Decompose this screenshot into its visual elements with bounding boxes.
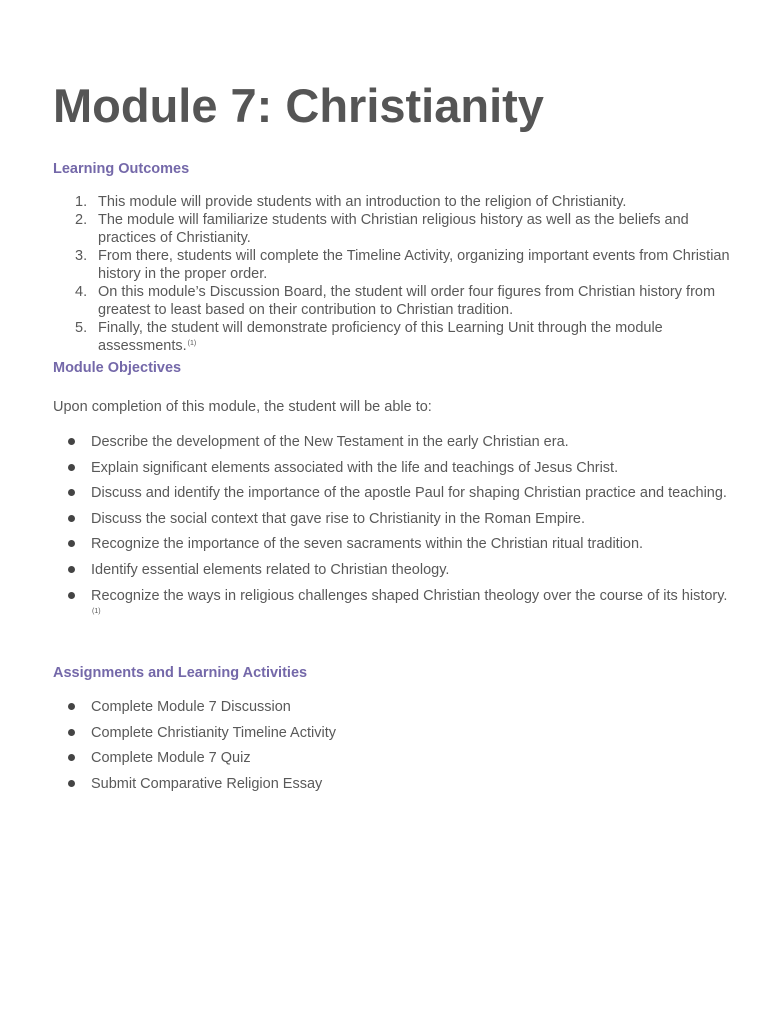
assignment-item [53, 724, 733, 742]
outcome-text: On this module’s Discussion Board, the student will order four figures from Christian history from greatest to least based on their contribution to Christian tradition. [98, 284, 716, 318]
module-objectives-heading: Module Objectives [53, 360, 182, 376]
assignment-item [53, 775, 733, 793]
objective-item [53, 484, 733, 502]
assignment-item [53, 749, 733, 767]
outcome-text: The module will familiarize students with Christian religious history as well as the beliefs and practices of Christianity. [98, 212, 689, 246]
bullet-icon [68, 438, 75, 445]
bullet-icon [68, 566, 75, 573]
outcome-text: Finally, the student will demonstrate proficiency of this Learning Unit through the module assessments. [98, 320, 663, 354]
outcome-item [53, 319, 733, 355]
objective-item [53, 587, 733, 623]
bullet-icon [68, 540, 75, 547]
learning-outcomes-list [53, 193, 733, 355]
outcome-number: 1. [75, 194, 88, 210]
objective-text: Explain significant elements associated with the life and teachings of Jesus Christ. [91, 459, 619, 476]
objective-item [53, 510, 733, 528]
page-title: Module 7: Christianity [53, 79, 544, 132]
outcome-item [53, 283, 733, 319]
bullet-icon [68, 489, 75, 496]
outcome-number: 3. [75, 248, 88, 264]
assignment-item [53, 698, 733, 716]
assignments-list [53, 698, 733, 800]
outcome-number: 4. [75, 284, 88, 300]
bullet-icon [68, 515, 75, 522]
footnote-marker: (1) [187, 340, 197, 347]
objective-item [53, 535, 733, 553]
objective-text: Recognize the ways in religious challenges shaped Christian theology over the course of its history. [91, 587, 728, 604]
objective-item [53, 433, 733, 451]
outcome-item [53, 193, 733, 211]
bullet-icon [68, 592, 75, 599]
bullet-icon [68, 464, 75, 471]
objective-text: Recognize the importance of the seven sacraments within the Christian ritual tradition. [91, 536, 644, 553]
outcome-item [53, 211, 733, 247]
bullet-icon [68, 703, 75, 710]
outcome-text: From there, students will complete the Timeline Activity, organizing important events from Christian history in the proper order. [98, 248, 730, 282]
objective-text: Identify essential elements related to Christian theology. [91, 561, 450, 578]
objectives-intro: Upon completion of this module, the student will be able to: [53, 399, 432, 415]
bullet-icon [68, 754, 75, 761]
assignments-heading: Assignments and Learning Activities [53, 665, 308, 681]
bullet-icon [68, 780, 75, 787]
bullet-icon [68, 729, 75, 736]
objective-text: Describe the development of the New Testament in the early Christian era. [91, 434, 569, 450]
outcome-number: 5. [75, 320, 88, 336]
objective-item [53, 459, 733, 477]
module-objectives-list [53, 433, 733, 630]
objective-text: Discuss the social context that gave rise to Christianity in the Roman Empire. [91, 510, 586, 527]
learning-outcomes-heading: Learning Outcomes [53, 161, 190, 177]
assignment-text: Complete Christianity Timeline Activity [91, 724, 336, 741]
assignment-text: Submit Comparative Religion Essay [91, 775, 323, 792]
outcome-text: This module will provide students with an introduction to the religion of Christianity. [98, 194, 627, 210]
outcome-number: 2. [75, 212, 88, 228]
assignment-text: Complete Module 7 Quiz [91, 750, 251, 767]
outcome-item [53, 247, 733, 283]
objective-item [53, 561, 733, 579]
assignment-text: Complete Module 7 Discussion [91, 699, 291, 715]
objective-text: Discuss and identify the importance of the apostle Paul for shaping Christian practice and teaching. [91, 485, 727, 502]
footnote-marker: (1) [92, 607, 101, 615]
